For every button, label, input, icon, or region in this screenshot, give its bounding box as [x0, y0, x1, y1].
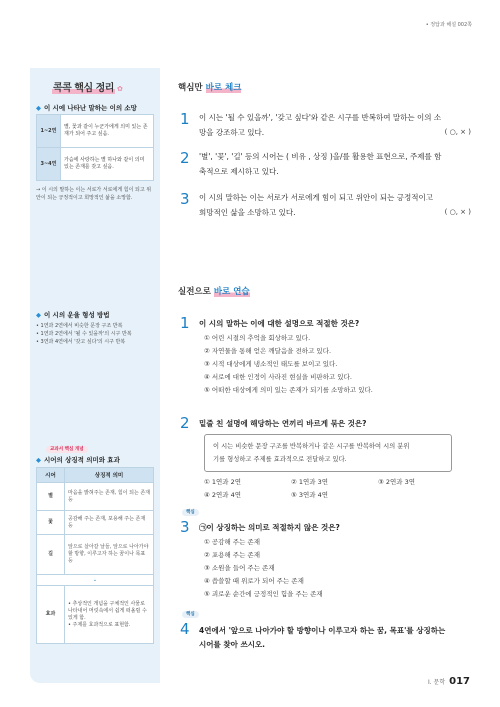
- practice-title: 실전으로 바로 연습: [178, 287, 250, 297]
- table-row: 3~4연 가슴에 사랑하는 별 하나와 같이 의미 있는 존재를 갖고 싶음.: [37, 148, 154, 181]
- sidebar-sec2-head: ◆ 이 시의 운율 형성 방법: [36, 311, 110, 319]
- table-row: 별 마음을 밝혀주는 존재, 힘이 되는 존재 등: [37, 483, 154, 511]
- option[interactable]: ① 공감해 주는 존재: [204, 538, 260, 546]
- list-item: • 주제를 효과적으로 표현함.: [68, 621, 131, 628]
- table-row: 꽃 공감해 주는 존재, 포용해 주는 존재 등: [37, 511, 154, 535]
- answer-reference: • 정답과 해설 002쪽: [425, 22, 472, 28]
- diamond-icon: ◆: [36, 104, 41, 112]
- option[interactable]: ② 자연물을 통해 얻은 깨달음을 전하고 있다.: [204, 347, 332, 355]
- option[interactable]: ④ 서로에 대한 인정이 사라진 현실을 비판하고 있다.: [204, 373, 352, 381]
- rhythm-list: [36, 322, 154, 346]
- check-item-3: 이 시의 말하는 이는 서로가 서로에게 힘이 되고 위안이 되는 긍정적이고 희망적인 삶을 소망하고 있다. ( ○, × ): [199, 190, 471, 220]
- q3-num: 3: [180, 518, 190, 536]
- table-row: 1~2연 별, 꽃과 같이 누군가에게 의미 있는 존재가 되어 주고 싶음.: [37, 115, 154, 148]
- list-item: • 1연과 2연에서 '될 수 있을까'의 시구 반복: [36, 331, 132, 337]
- option[interactable]: ⑤ 괴로운 순간에 긍정적인 힘을 주는 존재: [204, 590, 323, 598]
- option[interactable]: ② 포용해 주는 존재: [204, 551, 260, 559]
- option[interactable]: ① 어린 시절의 추억을 회상하고 있다.: [204, 334, 311, 342]
- list-item: • 추상적인 개념을 구체적인 사물로 나타내어 머릿속에서 쉽게 떠올릴 수 있게 함.: [68, 600, 147, 621]
- check-title: 핵심만 바로 체크: [178, 83, 242, 93]
- wish-note: → 이 시의 말하는 이는 서로가 서로에게 힘이 되고 위안이 되는 긍정적이고 희망적인 삶을 소망함.: [36, 187, 152, 201]
- option[interactable]: ③ 소원을 들어 주는 존재: [204, 564, 275, 572]
- option[interactable]: ① 1연과 2연: [204, 478, 242, 486]
- check-item-2: '별', '꽃', '길' 등의 시어는 ( 비유 , 상징 )을/를 활용한 표현으로, 주제를 함 축적으로 제시하고 있다.: [199, 152, 442, 176]
- diamond-icon: ◆: [36, 311, 41, 319]
- option[interactable]: ③ 시적 대상에게 냉소적인 태도를 보이고 있다.: [204, 360, 338, 368]
- table-row: 길 앞으로 살아갈 날들, 앞으로 나아가야 할 방향, 이루고자 하는 꿈이나 목표 등: [37, 535, 154, 575]
- star-icon: ✿: [116, 85, 123, 93]
- sidebar-title-text: 콕콕 핵심 정리: [53, 83, 114, 94]
- check-num-3: 3: [180, 190, 190, 208]
- sidebar-sec1-head: ◆ 이 시에 나타난 말하는 이의 소망: [36, 104, 137, 112]
- diamond-icon: ◆: [36, 456, 41, 464]
- table-row: 효과 • 추상적인 개념을 구체적인 사물로 나타내어 머릿속에서 쉽게 떠올릴 수 있게 함. • 주제를 효과적으로 표현함.: [37, 586, 154, 644]
- option[interactable]: ④ 2연과 4연: [204, 491, 242, 499]
- q1-num: 1: [180, 314, 190, 332]
- table-row: [37, 575, 154, 586]
- q2-passage-box: 이 시는 비슷한 문장 구조를 반복하거나 같은 시구를 반복하여 시의 분위 기를 형성하고 주제를 효과적으로 전달하고 있다.: [204, 434, 452, 472]
- wish-table: [36, 114, 154, 181]
- q4-text: 4연에서 '앞으로 나아가야 할 방향이나 이루고자 하는 꿈, 목표'를 상징하는 시어를 찾아 쓰시오.: [199, 626, 446, 649]
- ox-choice[interactable]: ( ○, × ): [444, 208, 471, 216]
- q4-num: 4: [180, 620, 190, 638]
- table-header-row: 시어 상징적 의미: [37, 468, 154, 483]
- symbol-table: [36, 467, 154, 644]
- q2-options: [204, 476, 464, 502]
- list-item: • 1연과 2연에서 비슷한 문장 구조 반복: [36, 323, 123, 329]
- check-item-1: 이 시는 '될 수 있을까', '갖고 싶다'와 같은 시구를 반복하여 말하는 이의 소 망을 강조하고 있다. ( ○, × ): [199, 110, 471, 140]
- option[interactable]: ③ 2연과 3연: [378, 478, 416, 486]
- list-item: • 3연과 4연에서 '갖고 싶다'의 시구 반복: [36, 339, 126, 345]
- q1-text: 이 시의 말하는 이에 대한 설명으로 적절한 것은?: [199, 319, 360, 328]
- q3-text: ㉠이 상징하는 의미로 적절하지 않은 것은?: [199, 523, 340, 532]
- sidebar-sec3-head: ◆ 시어의 상징적 의미와 효과: [36, 456, 120, 464]
- concept-chip: 교과서 핵심 개념: [46, 445, 88, 452]
- option[interactable]: ⑤ 3연과 4연: [291, 491, 329, 499]
- ox-choice[interactable]: ( ○, × ): [444, 128, 471, 136]
- page-number: 017: [449, 676, 470, 687]
- q3-core-chip: 핵심: [182, 508, 199, 515]
- q3-options: [204, 536, 323, 601]
- option[interactable]: ④ 씁쓸할 때 위로가 되어 주는 존재: [204, 577, 304, 585]
- q4-core-chip: 핵심: [182, 610, 199, 617]
- sidebar-title: [52, 79, 122, 94]
- q1-options: [204, 332, 373, 397]
- q2-text: 밑줄 친 설명에 해당하는 연끼리 바르게 묶은 것은?: [199, 419, 367, 428]
- option[interactable]: ② 1연과 3연: [291, 478, 329, 486]
- page-footer: I. 문학 017: [427, 676, 470, 687]
- check-num-2: 2: [180, 149, 190, 167]
- option[interactable]: ⑤ 어떠한 대상에게 의미 있는 존재가 되기를 소망하고 있다.: [204, 386, 373, 394]
- q2-num: 2: [180, 414, 190, 432]
- chevron-down-icon: ⌄: [37, 575, 154, 586]
- check-num-1: 1: [180, 110, 190, 128]
